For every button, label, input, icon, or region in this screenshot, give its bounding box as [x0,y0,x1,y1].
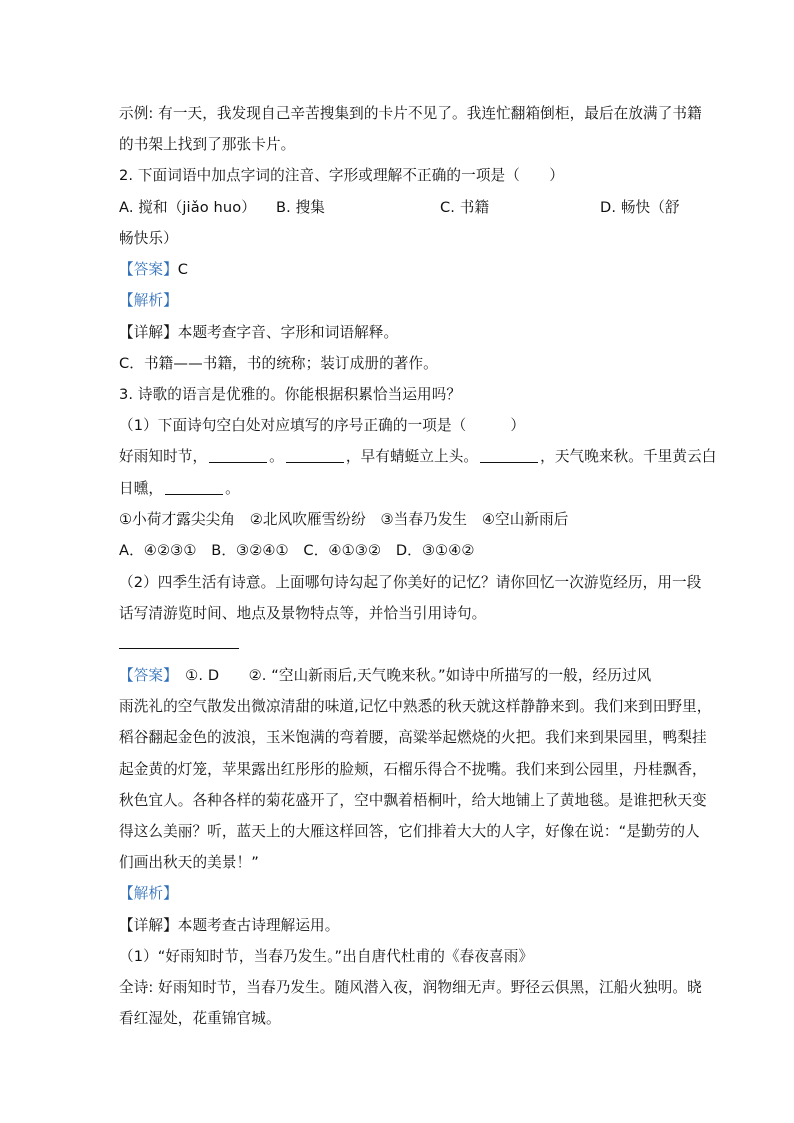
blank-4 [165,480,223,495]
question-2: 2. 下面词语中加点字词的注音、字形或理解不正确的一项是（ ） [119,167,564,184]
detail-label: 【详解】 [119,324,178,341]
abcd-choices: A．④②③① B．③②④① C．④①③② D．③①④② [119,542,475,559]
poem-text: ，早有蜻蜓立上头。 [345,448,479,465]
answer-2-line-1 [119,666,679,686]
detail-2 [119,916,679,936]
poem-text: ，天气晚来秋。千里黄云白 [540,448,717,465]
full-poem-line-1: 全诗: 好雨知时节，当春乃发生。随风潜入夜，润物细无声。野径云俱黑，江船火独明。晓 [119,979,702,996]
option-d-continued: 畅快乐） [119,230,178,247]
blank-3 [480,448,538,463]
poem-text: 。 [269,448,284,465]
answer-2-line-3: 稻谷翻起金色的波浪，玉米饱满的弯着腰，高粱举起燃烧的火把。我们来到果园里，鸭梨挂 [119,729,707,746]
poem-fill-line-2 [119,479,679,499]
blank-1 [209,448,267,463]
detail-label: 【详解】 [119,917,178,934]
detail-text: 本题考查古诗理解运用。 [177,917,340,934]
question-3-part-2-line-1: （2）四季生活有诗意。上面哪句诗勾起了你美好的记忆？请你回忆一次游览经历，用一段 [119,574,702,591]
option-c: C. 书籍 [440,199,490,216]
full-poem-line-2: 看红湿处，花重锦官城。 [119,1010,281,1027]
poem-text: 好雨知时节， [119,448,208,465]
poem-fill-line-1 [119,447,717,467]
poem-text: 日曛， [119,480,164,497]
answer-2-line-7: 们画出秋天的美景！” [119,854,259,871]
question-3-part-2-line-2: 话写清游览时间、地点及景物特点等，并恰当引用诗句。 [119,605,487,622]
poem-text: 。 [225,480,240,497]
question-3-part-1: （1）下面诗句空白处对应填写的序号正确的一项是（ ） [119,417,526,434]
answer-text: ①. D ②. “空山新雨后,天气晚来秋。”如诗中所描写的一般，经历过风 [170,667,652,684]
example-line-1: 示例: 有一天，我发现自己辛苦搜集到的卡片不见了。我连忙翻箱倒柜，最后在放满了书籍 [119,105,702,122]
detail-text: 本题考查字音、字形和词语解释。 [177,324,399,341]
answer-1 [119,260,679,280]
poem-choices: ①小荷才露尖尖角 ②北风吹雁雪纷纷 ③当春乃发生 ④空山新雨后 [119,511,569,528]
answer-label: 【答案】 [119,667,171,684]
option-b: B. 搜集 [276,199,325,216]
answer-2-line-5: 秋色宜人。各种各样的菊花盛开了，空中飘着梧桐叶，给大地铺上了黄地毯。是谁把秋天变 [119,792,707,809]
answer-value: C [177,261,189,278]
answer-label: 【答案】 [119,261,178,278]
detail-1 [119,323,679,343]
option-c-explanation: C．书籍——书籍，书的统称；装订成册的著作。 [119,355,438,372]
answer-2-line-4: 起金黄的灯笼，苹果露出红彤彤的脸颊，石榴乐得合不拢嘴。我们来到公园里，丹桂飘香， [119,761,707,778]
option-a: A. 搅和（jiǎo huo） [119,199,256,216]
analysis-label-1: 【解析】 [119,292,178,309]
answer-2-line-6: 得这么美丽？听，蓝天上的大雁这样回答，它们排着大大的人字，好像在说：“是勤劳的人 [119,823,700,840]
blank-2 [286,448,344,463]
answer-blank-line [119,648,239,649]
question-3: 3. 诗歌的语言是优雅的。你能根据积累恰当运用吗？ [119,386,462,403]
example-line-2: 的书架上找到了那张卡片。 [119,136,296,153]
poem-source: （1）“好雨知时节，当春乃发生。”出自唐代杜甫的《春夜喜雨》 [119,948,534,965]
answer-2-line-2: 雨洗礼的空气散发出微凉清甜的味道,记忆中熟悉的秋天就这样静静来到。我们来到田野里， [119,698,712,715]
option-d: D. 畅快（舒 [600,199,680,216]
analysis-label-2: 【解析】 [119,885,178,902]
